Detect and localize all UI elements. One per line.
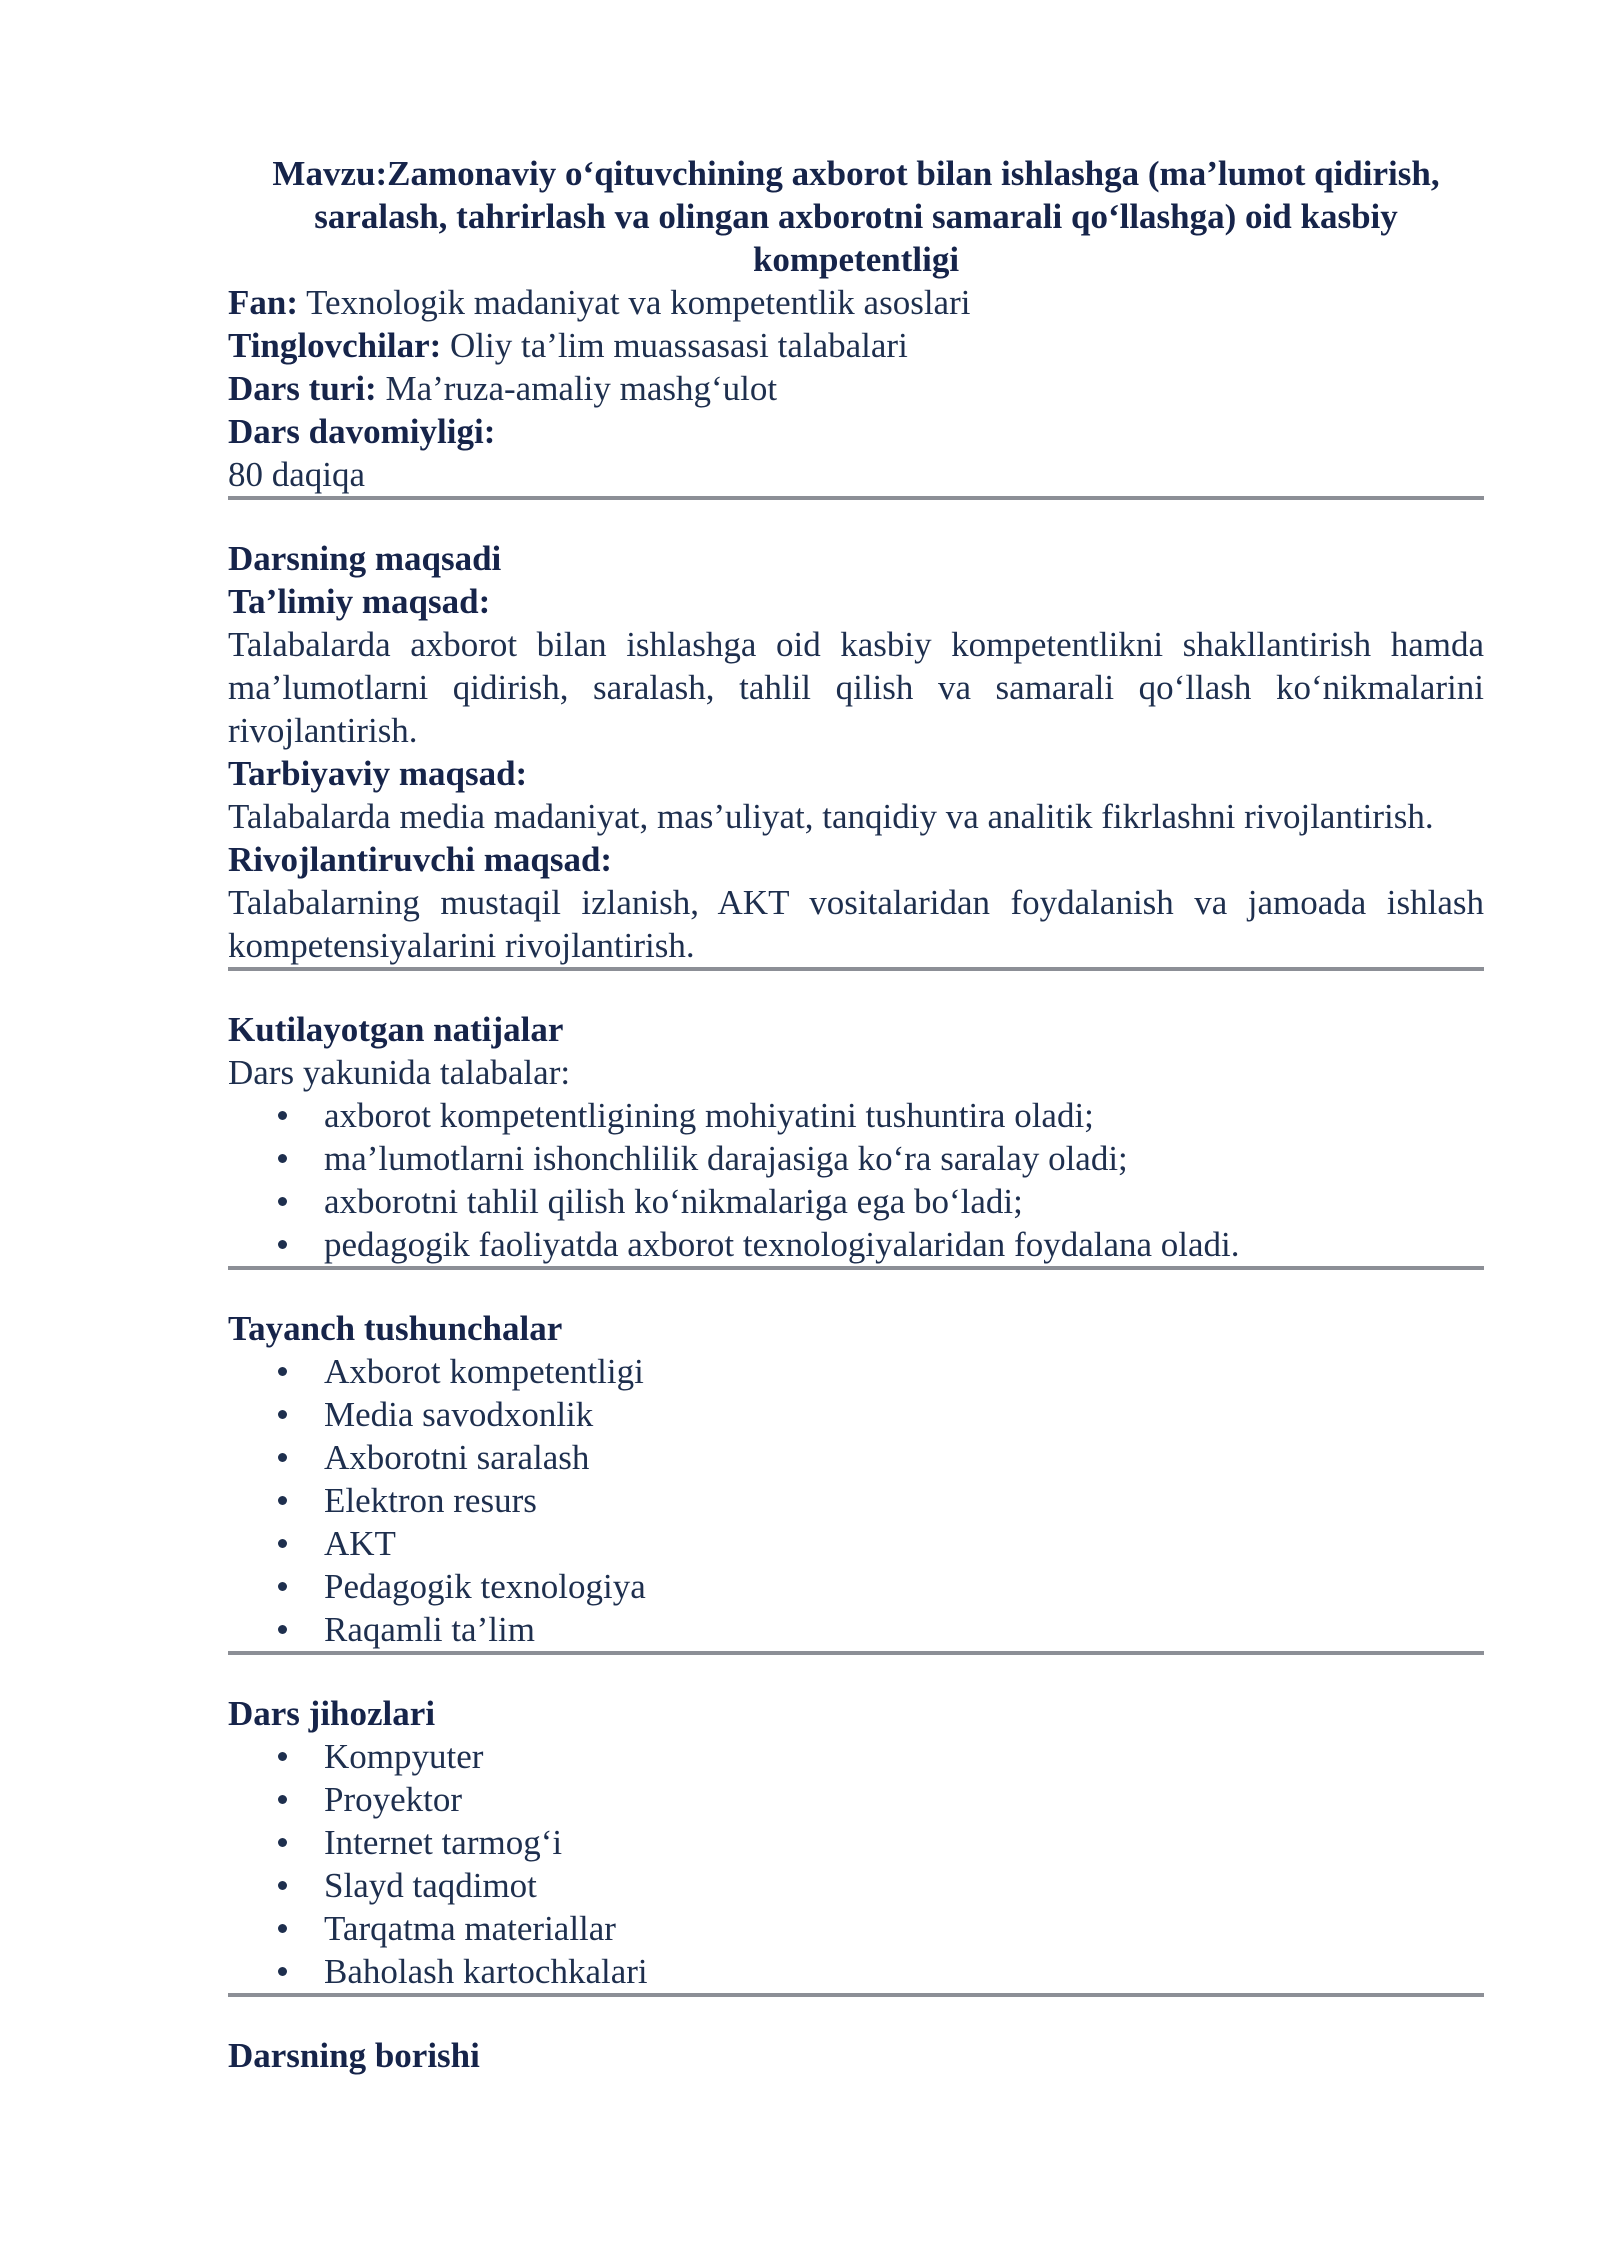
list-item: Raqamli ta’lim [228, 1608, 1484, 1651]
list-item: ma’lumotlarni ishonchlilik darajasiga ko‘ra saralay oladi; [228, 1137, 1484, 1180]
field-audience [228, 324, 1484, 367]
goals-heading: Darsning maqsadi [228, 539, 502, 578]
lesson-progress-heading: Darsning borishi [228, 2036, 480, 2075]
bullet-icon [278, 1967, 287, 1976]
bullet-icon [278, 1539, 287, 1548]
list-item: axborot kompetentligining mohiyatini tushuntira oladi; [228, 1094, 1484, 1137]
list-item: Baholash kartochkalari [228, 1950, 1484, 1993]
field-duration-label [228, 410, 1484, 453]
bullet-icon [278, 1838, 287, 1847]
equipment-heading: Dars jihozlari [228, 1694, 436, 1733]
list-item: Kompyuter [228, 1735, 1484, 1778]
lesson-title: Mavzu:Zamonaviy o‘qituvchining axborot bilan ishlashga (ma’lumot qidirish, saralash, tahrirlash va olingan axborotni samarali qo‘llashga) oid kasbiy kompetentligi [272, 154, 1440, 279]
outcomes-list [228, 1094, 1484, 1266]
concepts-heading: Tayanch tushunchalar [228, 1309, 563, 1348]
list-item: Media savodxonlik [228, 1393, 1484, 1436]
list-item: axborotni tahlil qilish ko‘nikmalariga ega bo‘ladi; [228, 1180, 1484, 1223]
educational-goal-label: Ta’limiy maqsad: [228, 582, 491, 621]
bullet-icon [278, 1924, 287, 1933]
bullet-icon [278, 1197, 287, 1206]
upbringing-goal-text: Talabalarda media madaniyat, mas’uliyat, tanqidiy va analitik fikrlashni rivojlantirish. [228, 797, 1434, 836]
field-duration-value: 80 daqiqa [228, 455, 366, 494]
field-subject [228, 281, 1484, 324]
bullet-icon [278, 1453, 287, 1462]
field-lesson-type [228, 367, 1484, 410]
list-item: Axborotni saralash [228, 1436, 1484, 1479]
field-label: Dars turi: [228, 369, 377, 408]
educational-goal-text: Talabalarda axborot bilan ishlashga oid kasbiy kompetentlikni shakllantirish hamda ma’lumotlarni qidirish, saralash, tahlil qilish va samarali qo‘llash ko‘nikmalarini rivojlantirish. [228, 625, 1484, 750]
field-label: Dars davomiyligi: [228, 412, 496, 451]
bullet-icon [278, 1367, 287, 1376]
upbringing-goal-label: Tarbiyaviy maqsad: [228, 754, 528, 793]
field-value: Texnologik madaniyat va kompetentlik asoslari [298, 283, 971, 322]
field-value: Ma’ruza-amaliy mashg‘ulot [376, 369, 778, 408]
bullet-icon [278, 1111, 287, 1120]
list-item: pedagogik faoliyatda axborot texnologiyalaridan foydalana oladi. [228, 1223, 1484, 1266]
outcomes-intro: Dars yakunida talabalar: [228, 1053, 571, 1092]
bullet-icon [278, 1881, 287, 1890]
bullet-icon [278, 1625, 287, 1634]
bullet-icon [278, 1154, 287, 1163]
concepts-list [228, 1350, 1484, 1651]
list-item: Pedagogik texnologiya [228, 1565, 1484, 1608]
bullet-icon [278, 1496, 287, 1505]
bullet-icon [278, 1582, 287, 1591]
list-item: Elektron resurs [228, 1479, 1484, 1522]
bullet-icon [278, 1410, 287, 1419]
field-label: Tinglovchilar: [228, 326, 442, 365]
list-item: Slayd taqdimot [228, 1864, 1484, 1907]
list-item: Axborot kompetentligi [228, 1350, 1484, 1393]
bullet-icon [278, 1795, 287, 1804]
document-content [228, 152, 1484, 2077]
list-item: Internet tarmog‘i [228, 1821, 1484, 1864]
equipment-list [228, 1735, 1484, 1993]
developmental-goal-label: Rivojlantiruvchi maqsad: [228, 840, 613, 879]
field-value: Oliy ta’lim muassasasi talabalari [441, 326, 908, 365]
list-item: Tarqatma materiallar [228, 1907, 1484, 1950]
field-label: Fan: [228, 283, 298, 322]
list-item: AKT [228, 1522, 1484, 1565]
bullet-icon [278, 1240, 287, 1249]
developmental-goal-text: Talabalarning mustaqil izlanish, AKT vositalaridan foydalanish va jamoada ishlash kompetensiyalarini rivojlantirish. [228, 883, 1484, 965]
list-item: Proyektor [228, 1778, 1484, 1821]
outcomes-heading: Kutilayotgan natijalar [228, 1010, 564, 1049]
bullet-icon [278, 1752, 287, 1761]
